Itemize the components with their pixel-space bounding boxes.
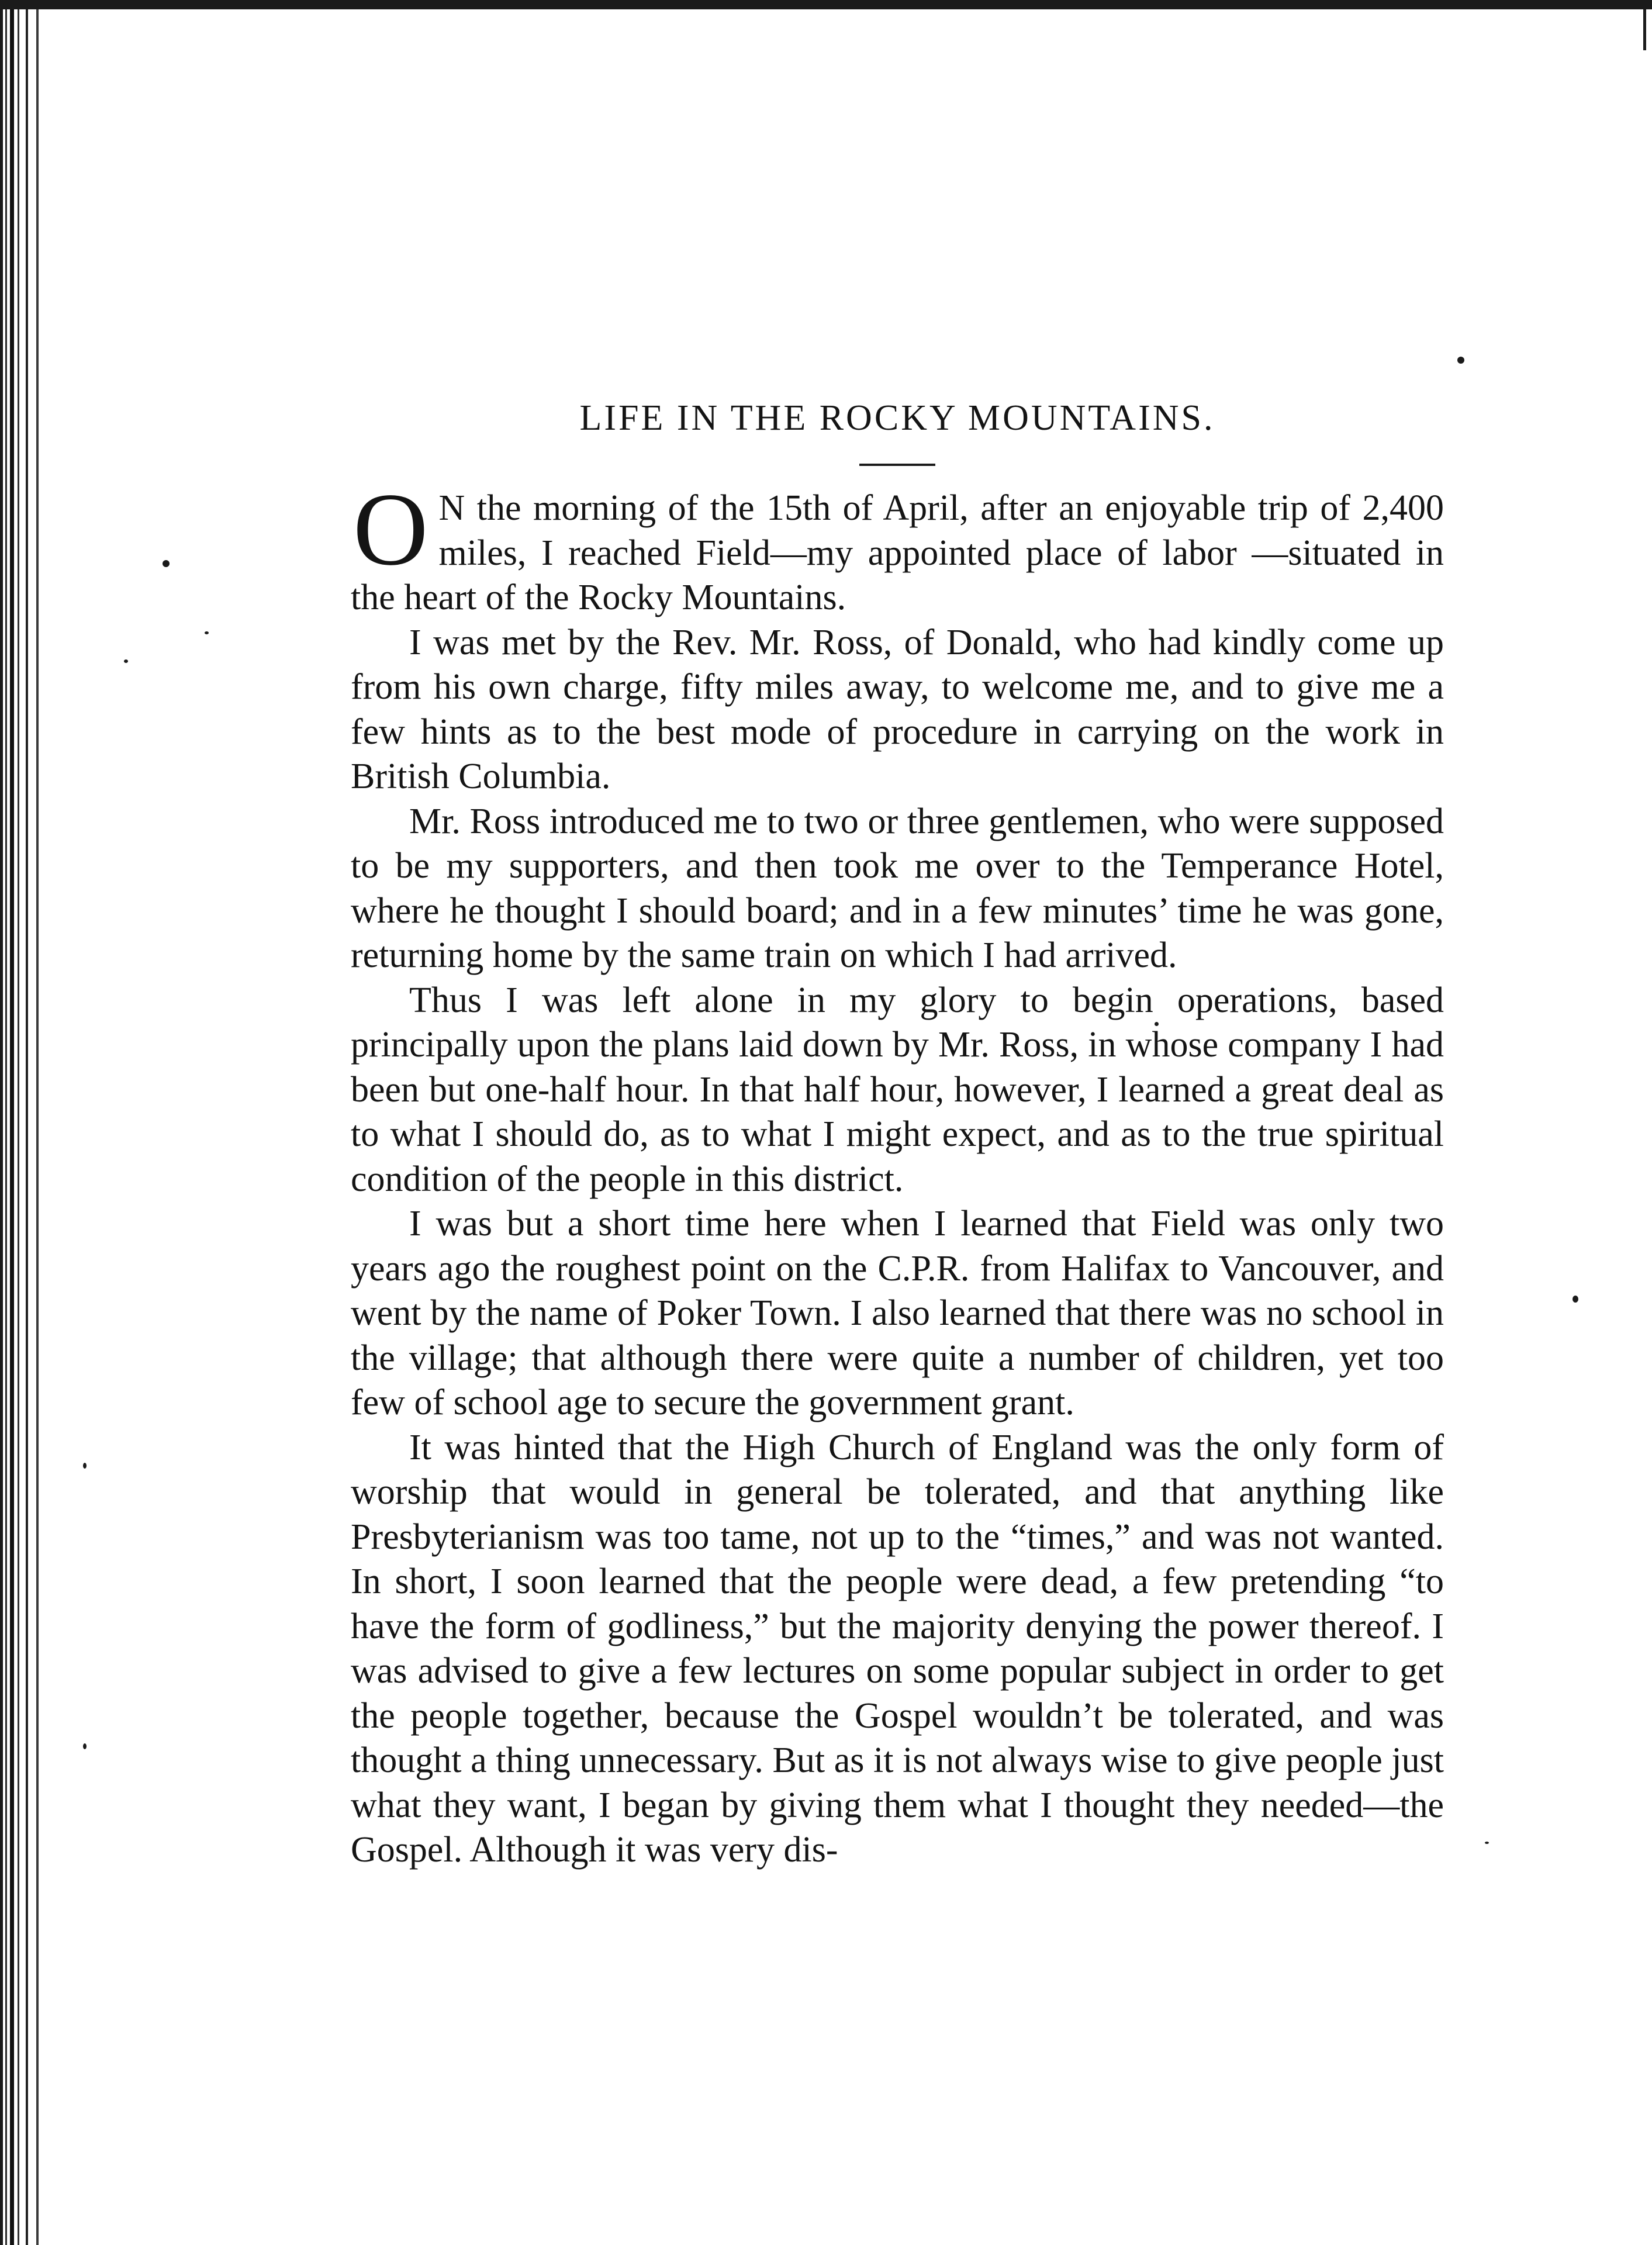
scan-speck [83,1463,87,1469]
scan-speck [1485,1842,1489,1844]
drop-cap: O [353,471,428,587]
scanned-binding-edge [0,0,58,2245]
paragraph-5: I was but a short time here when I learned that Field was only two years ago the roughest point on the C.P.R. from Halifax to Vancouver, and went by the name of Poker Town. I also learned that there was no school in the village; that although there were quite a number of children, yet too few of school age to secure the government grant. [351,1204,1444,1422]
scan-speck [124,659,128,663]
paragraph-text: N the morning of the 15th of April, after an enjoyable trip of 2,400 miles, I reached Field—my appointed place of labor —situated in the heart of the Rocky Mountains. [351,488,1444,617]
paragraph-4: Thus I was left alone in my glory to begin operations, based principally upon the plans laid down by Mr. Ross, in whose company I had been but one-half hour. In that half hour, however, I learned a great deal as to what I should do, as to what I might expect, and as to the true spiritual condition of the people in this district. [351,980,1444,1199]
paragraph-1 [351,471,1444,620]
scanned-top-edge [0,0,1652,9]
paragraph-2: I was met by the Rev. Mr. Ross, of Donald, who had kindly come up from his own charge, fifty miles away, to welcome me, and to give me a few hints as to the best mode of procedure in carrying on the work in British Columbia. [351,622,1444,796]
paragraph-3: Mr. Ross introduced me to two or three gentlemen, who were supposed to be my supporters, and then took me over to the Temperance Hotel, where he thought I should board; and in a few minutes’ time he was gone, returning home by the same train on which I had arrived. [351,801,1444,975]
scan-speck [1572,1296,1578,1303]
page-content [351,398,1444,1873]
title-rule [859,464,935,466]
scan-speck [163,560,170,567]
scanned-right-edge [1643,9,1646,50]
chapter-title: LIFE IN THE ROCKY MOUNTAINS. [579,398,1215,438]
scan-speck [83,1743,87,1749]
paragraph-6: It was hinted that the High Church of England was the only form of worship that would in general be tolerated, and that anything like Presbyterianism was too tame, not up to the “times,” and was not wanted. In short, I soon learned that the people were dead, a few pretending “to have the form of godliness,” but the majority denying the power thereof. I was advised to give a few lectures on some popular subject in order to get the people together, because the Gospel wouldn’t be tolerated, and was thought a thing unnecessary. But as it is not always wise to give people just what they want, I began by giving them what I thought they needed—the Gospel. Although it was very dis- [351,1427,1444,1870]
scan-speck [1457,357,1464,364]
scan-speck [205,631,209,634]
